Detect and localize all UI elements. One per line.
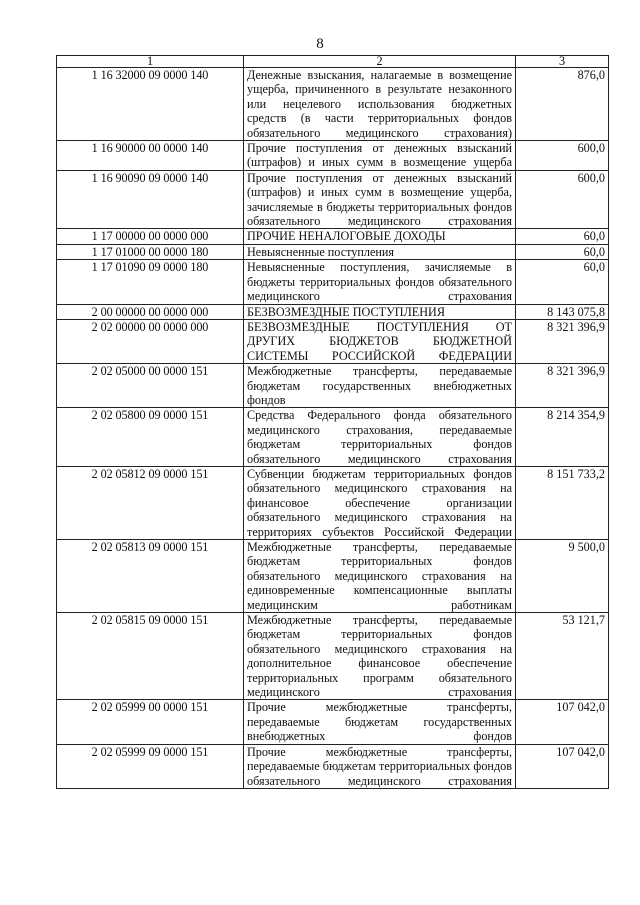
revenue-table: [56, 55, 609, 789]
budget-code-cell: 1 17 01000 00 0000 180: [57, 244, 244, 259]
amount-cell: 8 321 396,9: [516, 364, 609, 408]
description-cell: Прочие поступления от денежных взысканий (штрафов) и иных сумм в возмещение ущерба, зачисляемые в бюджеты территориальных фондов обязательного медицинского страхования: [244, 170, 516, 229]
amount-cell: 8 143 075,8: [516, 304, 609, 319]
budget-code-cell: 1 16 90090 09 0000 140: [57, 170, 244, 229]
description-cell: Прочие межбюджетные трансферты, передаваемые бюджетам государственных внебюджетных фондов: [244, 700, 516, 744]
budget-code-cell: 2 02 05000 00 0000 151: [57, 364, 244, 408]
amount-cell: 8 151 733,2: [516, 466, 609, 539]
budget-code-cell: 1 17 00000 00 0000 000: [57, 229, 244, 244]
budget-code-cell: 2 02 05815 09 0000 151: [57, 613, 244, 700]
amount-cell: 60,0: [516, 260, 609, 304]
amount-cell: 53 121,7: [516, 613, 609, 700]
amount-cell: 600,0: [516, 141, 609, 171]
description-cell: ПРОЧИЕ НЕНАЛОГОВЫЕ ДОХОДЫ: [244, 229, 516, 244]
budget-code-cell: 1 16 90000 00 0000 140: [57, 141, 244, 171]
table-row: [57, 260, 609, 304]
table-body: [57, 56, 609, 789]
amount-cell: 876,0: [516, 68, 609, 141]
header-col-1: 1: [57, 56, 244, 68]
page-number: 8: [316, 36, 324, 52]
table-row: [57, 141, 609, 171]
amount-cell: 60,0: [516, 229, 609, 244]
table-header-row: [57, 56, 609, 68]
budget-code-cell: 2 02 05800 09 0000 151: [57, 408, 244, 467]
description-cell: Денежные взыскания, налагаемые в возмещение ущерба, причиненного в результате незаконного или нецелевого использования бюджетных средств (в части территориальных фондов обязательного медицинского страхования): [244, 68, 516, 141]
budget-code-cell: 2 02 05999 09 0000 151: [57, 744, 244, 788]
table-row: [57, 700, 609, 744]
budget-code-cell: 2 02 05812 09 0000 151: [57, 466, 244, 539]
table-row: [57, 170, 609, 229]
description-cell: БЕЗВОЗМЕЗДНЫЕ ПОСТУПЛЕНИЯ: [244, 304, 516, 319]
description-cell: Невыясненные поступления, зачисляемые в бюджеты территориальных фондов обязательного медицинского страхования: [244, 260, 516, 304]
amount-cell: 8 321 396,9: [516, 319, 609, 363]
amount-cell: 9 500,0: [516, 540, 609, 613]
table-row: [57, 744, 609, 788]
table-row: [57, 364, 609, 408]
amount-cell: 107 042,0: [516, 744, 609, 788]
description-cell: Прочие поступления от денежных взысканий (штрафов) и иных сумм в возмещение ущерба: [244, 141, 516, 171]
description-cell: Прочие межбюджетные трансферты, передаваемые бюджетам территориальных фондов обязательного медицинского страхования: [244, 744, 516, 788]
table-row: [57, 244, 609, 259]
budget-code-cell: 2 02 00000 00 0000 000: [57, 319, 244, 363]
amount-cell: 8 214 354,9: [516, 408, 609, 467]
table-row: [57, 319, 609, 363]
table-row: [57, 466, 609, 539]
amount-cell: 107 042,0: [516, 700, 609, 744]
amount-cell: 60,0: [516, 244, 609, 259]
header-col-2: 2: [244, 56, 516, 68]
budget-code-cell: 1 16 32000 09 0000 140: [57, 68, 244, 141]
header-col-3: 3: [516, 56, 609, 68]
budget-code-cell: 2 00 00000 00 0000 000: [57, 304, 244, 319]
description-cell: Субвенции бюджетам территориальных фондов обязательного медицинского страхования на финансовое обеспечение организации обязательного медицинского страхования на территориях субъектов Российской Федерации: [244, 466, 516, 539]
description-cell: Средства Федерального фонда обязательного медицинского страхования, передаваемые бюджетам территориальных фондов обязательного медицинского страхования: [244, 408, 516, 467]
budget-code-cell: 2 02 05813 09 0000 151: [57, 540, 244, 613]
table-row: [57, 229, 609, 244]
amount-cell: 600,0: [516, 170, 609, 229]
budget-code-cell: 1 17 01090 09 0000 180: [57, 260, 244, 304]
description-cell: Межбюджетные трансферты, передаваемые бюджетам территориальных фондов обязательного медицинского страхования на дополнительное финансовое обеспечение территориальных программ обязательного медицинского страхования: [244, 613, 516, 700]
table-row: [57, 68, 609, 141]
table-row: [57, 613, 609, 700]
table-row: [57, 408, 609, 467]
description-cell: Межбюджетные трансферты, передаваемые бюджетам территориальных фондов обязательного медицинского страхования на единовременные компенсационные выплаты медицинским работникам: [244, 540, 516, 613]
table-row: [57, 540, 609, 613]
budget-code-cell: 2 02 05999 00 0000 151: [57, 700, 244, 744]
table-row: [57, 304, 609, 319]
description-cell: БЕЗВОЗМЕЗДНЫЕ ПОСТУПЛЕНИЯ ОТ ДРУГИХ БЮДЖЕТОВ БЮДЖЕТНОЙ СИСТЕМЫ РОССИЙСКОЙ ФЕДЕРАЦИИ: [244, 319, 516, 363]
description-cell: Межбюджетные трансферты, передаваемые бюджетам государственных внебюджетных фондов: [244, 364, 516, 408]
description-cell: Невыясненные поступления: [244, 244, 516, 259]
